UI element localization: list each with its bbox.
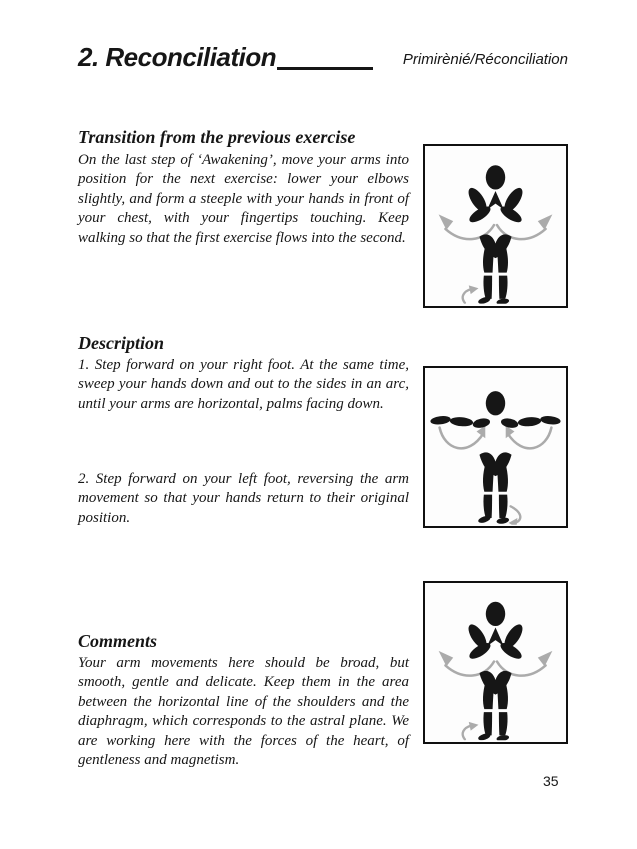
- transition-paragraph: On the last step of ‘Awakening’, move your arms into position for the next exercise: lower your elbows slightly, and form a steeple with your hands in front of your chest, with your fingertips touching. Keep walking so that the first exercise flows into the second.: [78, 152, 409, 246]
- section-heading-comments: Comments: [78, 631, 158, 651]
- description-step-1-paragraph: 1. Step forward on your right foot. At the same time, sweep your hands down and out to the sides in an arc, until your arms are horizontal, palms facing down.: [78, 357, 409, 412]
- arms-out-pose-figure-icon: [425, 368, 566, 526]
- title-rule: [277, 67, 373, 70]
- page-title: 2. Reconciliation: [78, 42, 277, 72]
- description-step-2-paragraph: 2. Step forward on your left foot, reversing the arm movement so that your hands return to their original position.: [78, 471, 409, 526]
- section-heading-transition: Transition from the previous exercise: [78, 127, 356, 147]
- steeple-pose-figure-icon: [425, 583, 566, 742]
- page-subtitle: Primirènié/Réconciliation: [402, 51, 568, 68]
- figure-box-3: [423, 581, 568, 744]
- comments-paragraph: Your arm movements here should be broad, but smooth, gentle and delicate. Keep them in the area between the horizontal line of the shoulders and the diaphragm, which corresponds to the astral plane. We are working here with the forces of the heart, of gentleness and magnetism.: [78, 655, 409, 769]
- section-heading-description: Description: [78, 333, 165, 353]
- figure-box-2: [423, 366, 568, 528]
- steeple-pose-figure-icon: [425, 146, 566, 306]
- figure-box-1: [423, 144, 568, 308]
- page-number: 35: [543, 773, 559, 789]
